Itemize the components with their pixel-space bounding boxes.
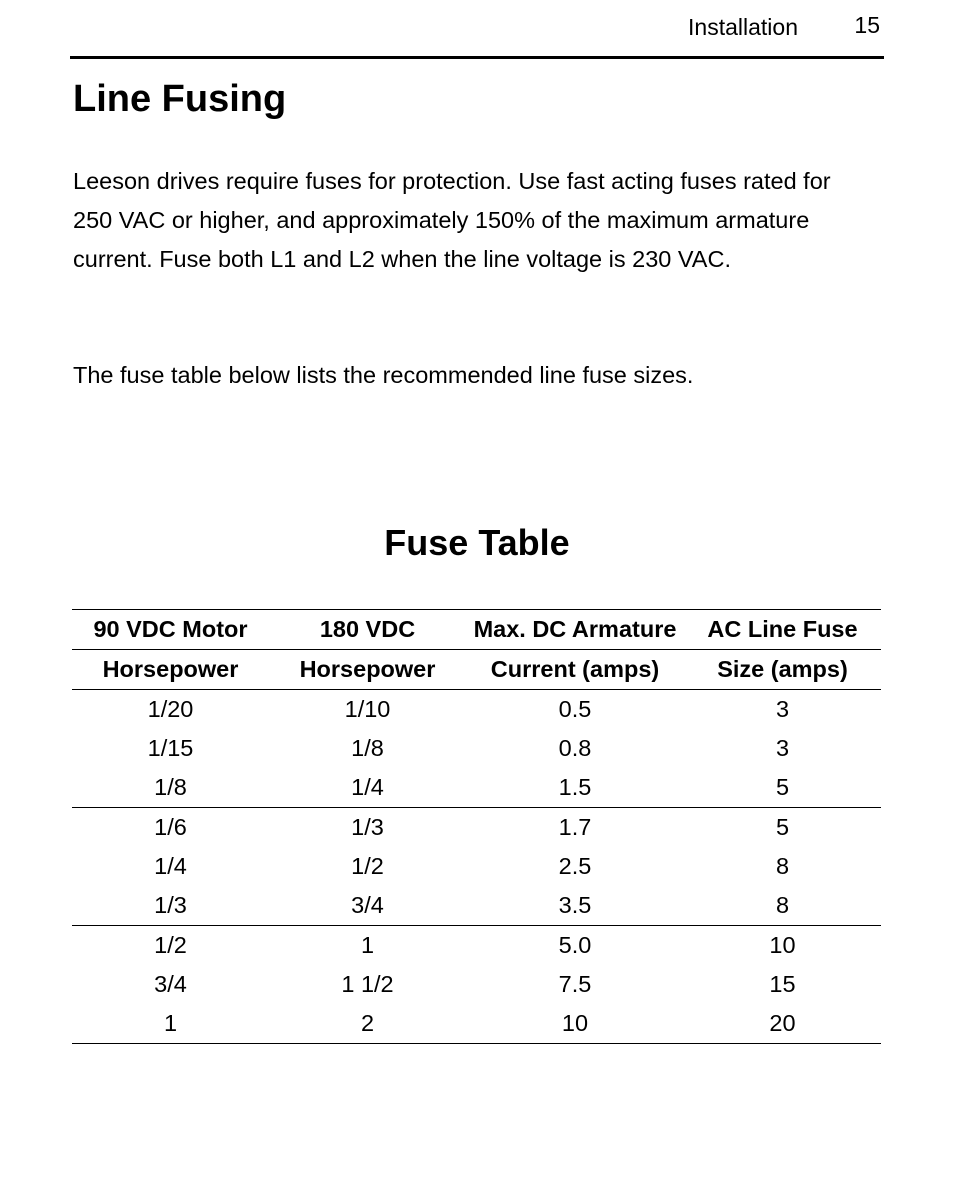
table-row — [72, 1004, 881, 1044]
cell-180vdc-hp: 1/2 — [351, 853, 384, 879]
cell-armature-current: 2.5 — [558, 853, 592, 879]
table-row — [72, 847, 881, 886]
cell-armature-current: 10 — [466, 1004, 684, 1044]
column-header-fuse-size: AC Line Fuse — [707, 616, 858, 642]
cell-180vdc-hp: 1/3 — [351, 814, 384, 840]
cell-fuse-size: 15 — [769, 971, 796, 997]
cell-armature-current: 1.5 — [466, 768, 684, 808]
column-header-armature-current: Max. DC Armature — [473, 616, 677, 642]
cell-fuse-size: 20 — [684, 1004, 881, 1044]
column-header-armature-current-unit: Current (amps) — [466, 650, 684, 690]
cell-180vdc-hp: 1/10 — [344, 696, 391, 722]
table-row — [72, 808, 881, 848]
cell-armature-current: 0.5 — [558, 696, 592, 722]
cell-fuse-size: 8 — [775, 853, 790, 879]
table-title: Fuse Table — [384, 522, 570, 563]
table-row — [72, 886, 881, 926]
section-name: Installation — [688, 14, 798, 40]
column-header-fuse-size-unit: Size (amps) — [684, 650, 881, 690]
table-row — [72, 965, 881, 1004]
table-row — [72, 690, 881, 730]
cell-180vdc-hp: 1/8 — [351, 735, 384, 761]
cell-90vdc-hp: 1/6 — [154, 814, 187, 840]
cell-armature-current: 0.8 — [558, 735, 592, 761]
table-intro-paragraph: The fuse table below lists the recommended line fuse sizes. — [73, 362, 694, 388]
cell-armature-current: 3.5 — [466, 886, 684, 926]
cell-90vdc-hp: 1/2 — [154, 932, 187, 958]
column-header-90vdc: 90 VDC Motor — [93, 616, 248, 642]
cell-fuse-size: 3 — [775, 696, 790, 722]
cell-180vdc-hp: 1/4 — [269, 768, 466, 808]
cell-fuse-size: 3 — [775, 735, 790, 761]
cell-armature-current: 7.5 — [558, 971, 592, 997]
cell-90vdc-hp: 1/15 — [147, 735, 194, 761]
cell-fuse-size: 10 — [769, 932, 796, 958]
table-header-row — [72, 610, 881, 650]
cell-90vdc-hp: 1/20 — [147, 696, 194, 722]
fuse-table — [72, 609, 881, 1044]
cell-90vdc-hp: 1 — [72, 1004, 269, 1044]
cell-armature-current: 1.7 — [558, 814, 592, 840]
cell-90vdc-hp: 1/8 — [72, 768, 269, 808]
cell-fuse-size: 8 — [684, 886, 881, 926]
table-row — [72, 729, 881, 768]
table-row — [72, 768, 881, 808]
column-header-90vdc-unit: Horsepower — [72, 650, 269, 690]
column-header-180vdc: 180 VDC — [319, 616, 416, 642]
column-header-180vdc-unit: Horsepower — [269, 650, 466, 690]
cell-180vdc-hp: 1 1/2 — [341, 971, 394, 997]
section-heading: Line Fusing — [73, 78, 287, 120]
cell-fuse-size: 5 — [775, 814, 790, 840]
table-header-row — [72, 650, 881, 690]
table-row — [72, 926, 881, 966]
cell-90vdc-hp: 1/4 — [154, 853, 187, 879]
cell-180vdc-hp: 2 — [269, 1004, 466, 1044]
cell-90vdc-hp: 3/4 — [154, 971, 187, 997]
running-header — [70, 0, 884, 59]
cell-armature-current: 5.0 — [558, 932, 592, 958]
cell-180vdc-hp: 3/4 — [269, 886, 466, 926]
cell-90vdc-hp: 1/3 — [72, 886, 269, 926]
page-number: 15 — [854, 12, 880, 38]
cell-fuse-size: 5 — [684, 768, 881, 808]
intro-paragraph: Leeson drives require fuses for protection. Use fast acting fuses rated for 250 VAC or higher, and approximately 150% of the maximum armature current. Fuse both L1 and L2 when the line voltage is 230 VAC. — [73, 168, 831, 272]
cell-180vdc-hp: 1 — [360, 932, 375, 958]
